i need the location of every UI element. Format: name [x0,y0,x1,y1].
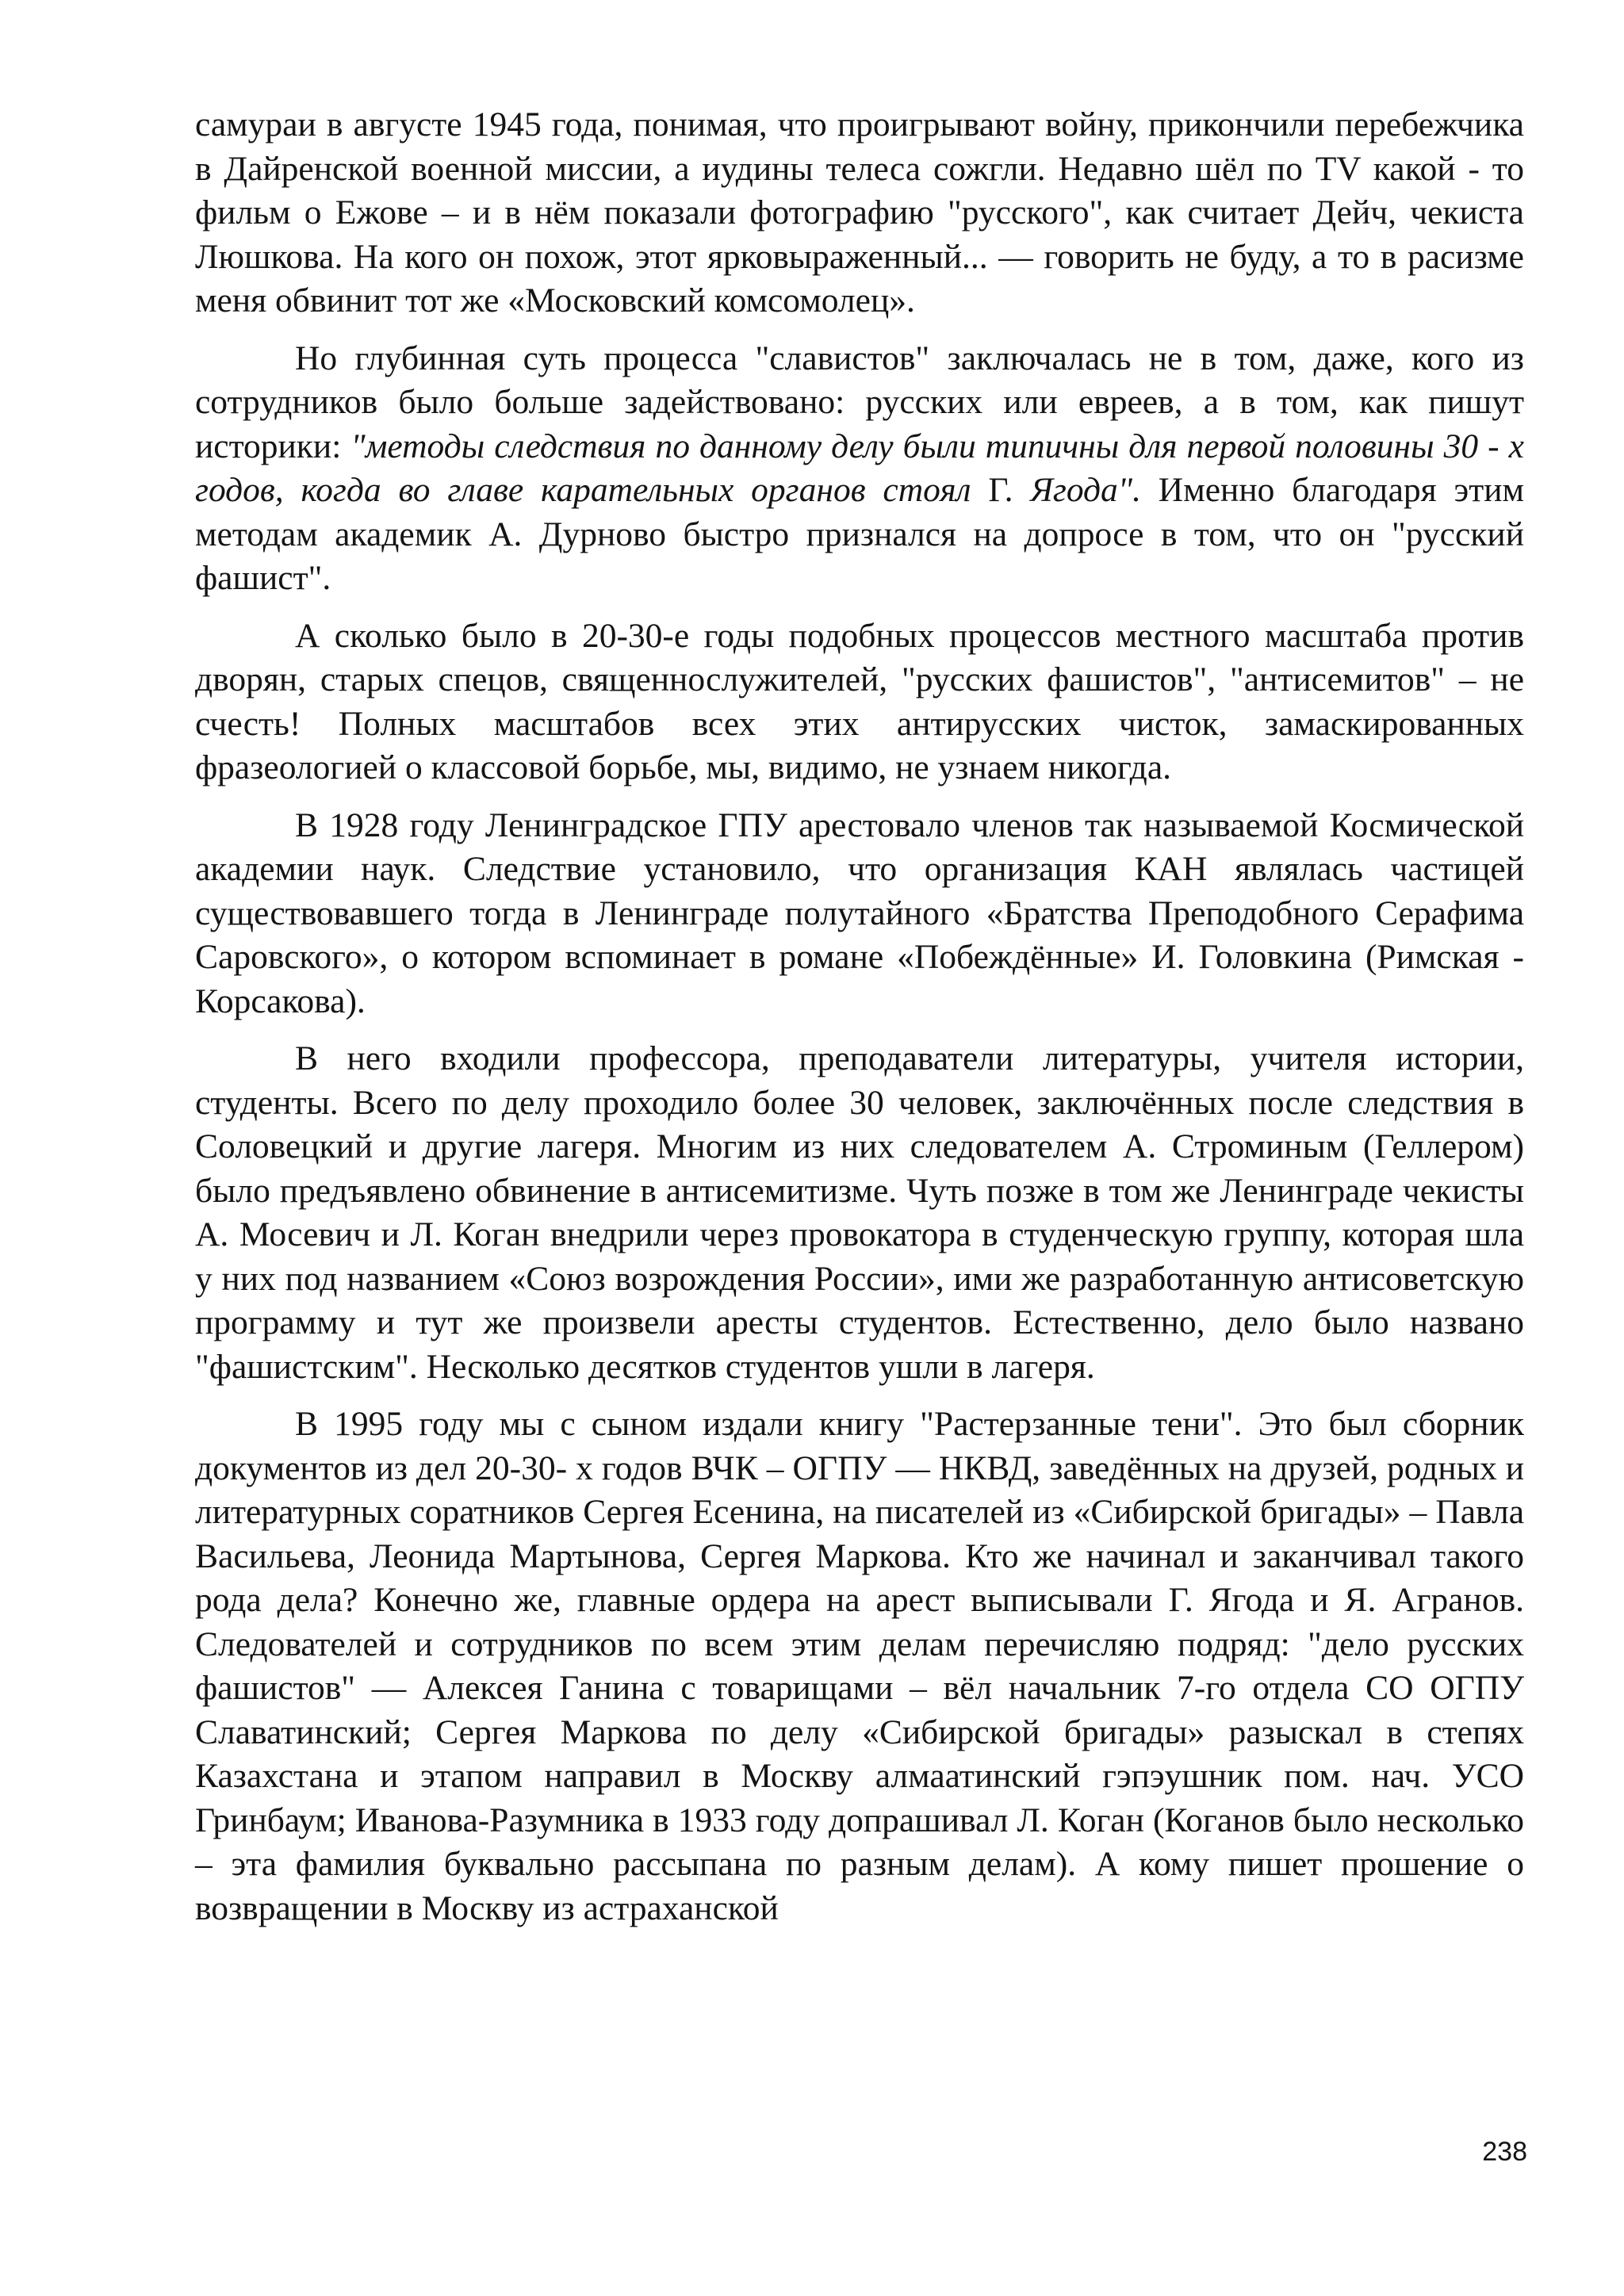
text-run: А сколько было в 20-30-е годы подобных процессов местного масштаба против дворян, старых спецов, священнослужителей, "русских фашистов", "антисемитов" – не счесть! Полных масштабов всех этих антирусских чисток, замаскированных фразеологией о классовой борьбе, мы, видимо, не узнаем никогда. [195,616,1524,786]
text-run: В 1928 году Ленинградское ГПУ арестовало членов так называемой Космической академии наук. Следствие установило, что организация КАН являлась частицей существовавшего тогда в Ленинграде полутайного «Братства Преподобного Серафима Саровского», о котором вспоминает в романе «Побеждённые» И. Головкина (Римская - Корсакова). [195,806,1524,1020]
text-run: Но глубинная суть процесса "славистов" заключалась не в том, даже, кого из сотрудников было больше задействовано: русских или евреев, а в том, как пишут историки: [195,339,1524,465]
text-run: В 1995 году мы с сыном издали книгу "Растерзанные тени". Это был сборник документов из дел 20-30- х годов ВЧК – ОГПУ — НКВД, заведённых на друзей, родных и литературных соратников Сергея Есенина, на писателей из «Сибирской бригады» – Павла Васильева, Леонида Мартынова, Сергея Маркова. Кто же начинал и заканчивал такого рода дела? Конечно же, главные ордера на арест выписывали Г. Ягода и Я. Агранов. Следователей и сотрудников по всем этим делам перечисляю подряд: "дело русских фашистов" — Алексея Ганина с товарищами – вёл начальник 7-го отдела СО ОГПУ Славатинский; Сергея Маркова по делу «Сибирской бригады» разыскал в степях Казахстана и этапом направил в Москву алмаатинский гэпэушник пом. нач. УСО Гринбаум; Иванова-Разумника в 1933 году допрашивал Л. Коган (Коганов было несколько – эта фамилия буквально рассыпана по разным делам). А кому пишет прошение о возвращении в Москву из астраханской [195,1405,1524,1927]
italic-quote: "методы следствия по данному делу были типичны для первой половины 30 - х годов, когда во главе карательных органов стоял [195,427,1524,509]
paragraph [195,1037,1524,1389]
paragraph [195,337,1524,601]
paragraph [195,1402,1524,1931]
text-run: Г. [971,471,1031,509]
text-run: Именно благодаря этим методам академик А. Дурново быстро признался на допросе в том, что он "русский фашист". [195,471,1525,597]
paragraph [195,804,1524,1024]
page-number: 238 [1482,2137,1527,2167]
body-text [195,103,1524,1944]
paragraph [195,614,1524,790]
text-run: В него входили профессора, преподаватели литературы, учителя истории, студенты. Всего по делу проходило более 30 человек, заключённых после следствия в Соловецкий и другие лагеря. Многим из них следователем А. Строминым (Геллером) было предъявлено обвинение в антисемитизме. Чуть позже в том же Ленинграде чекисты А. Мосевич и Л. Коган внедрили через провокатора в студенческую группу, которая шла у них под названием «Союз возрождения России», ими же разработанную антисоветскую программу и тут же произвели аресты студентов. Естественно, дело было названо "фашистским". Несколько десятков студентов ушли в лагеря. [195,1039,1524,1386]
italic-quote: Ягода". [1030,471,1141,509]
text-run: самураи в августе 1945 года, понимая, что проигрывают войну, прикончили перебежчика в Дайренской военной миссии, а иудины телеса сожгли. Недавно шёл по TV какой - то фильм о Ежове – и в нём показали фотографию "русского", как считает Дейч, чекиста Люшкова. На кого он похож, этот ярковыраженный... — говорить не буду, а то в расизме меня обвинит тот же «Московский комсомолец». [195,105,1524,320]
paragraph [195,103,1524,323]
